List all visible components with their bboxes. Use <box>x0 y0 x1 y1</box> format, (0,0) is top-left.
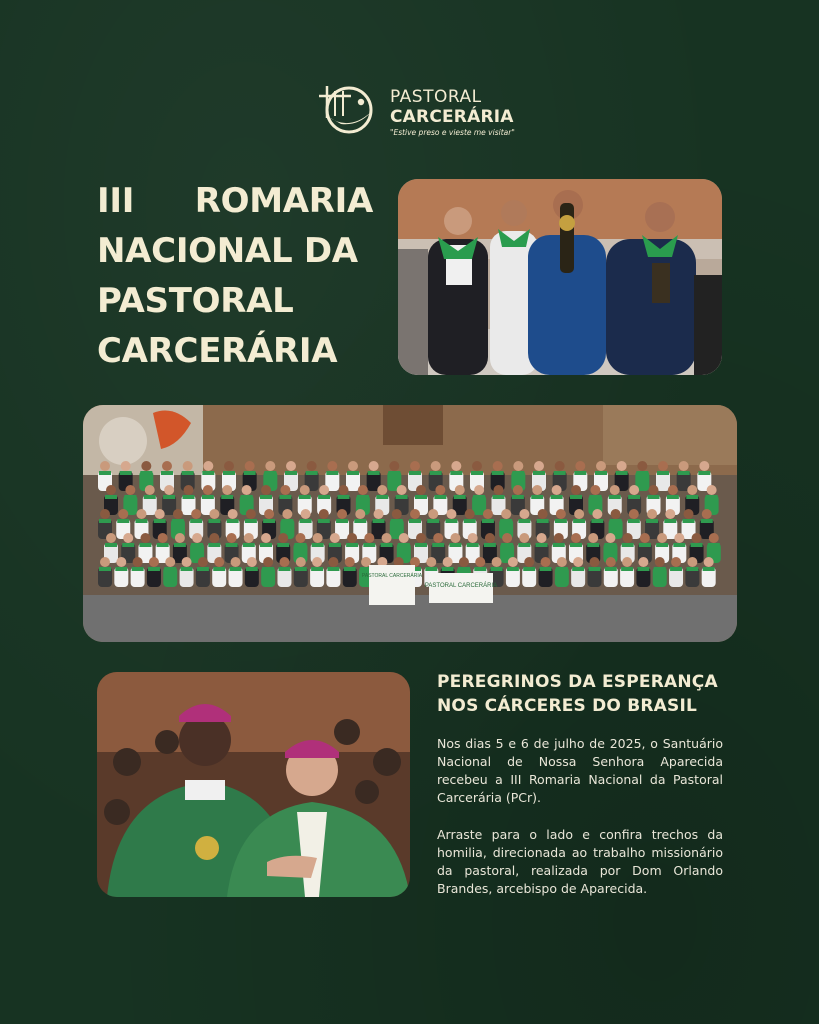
photo-group-pilgrims <box>83 405 737 642</box>
body-paragraph-1: Nos dias 5 e 6 de julho de 2025, o Santuário Nacional de Nossa Senhora Aparecida recebeu a III Romaria Nacional da Pastoral Carcerária (PCr). <box>437 736 723 805</box>
group-banner-right: PASTORAL CARCERÁRIA <box>424 583 498 589</box>
pastoral-carceraria-logo <box>313 82 513 140</box>
title-line-1 <box>97 176 373 226</box>
logo-text <box>390 88 515 137</box>
logo-name-line1: PASTORAL <box>390 87 482 107</box>
title-line-2: NACIONAL DA <box>97 231 358 271</box>
title-line-1-a: III <box>97 181 135 221</box>
section-subtitle <box>437 670 727 718</box>
title-line-1-b: ROMARIA <box>194 181 373 221</box>
title-line-4: CARCERÁRIA <box>97 331 338 371</box>
group-banner-left: PASTORAL CARCERÁRIA <box>361 573 423 579</box>
logo-tagline: "Estive preso e vieste me visitar" <box>390 128 515 137</box>
subtitle-line-1: PEREGRINOS DA ESPERANÇA <box>437 672 718 692</box>
subtitle-line-2: NOS CÁRCERES DO BRASIL <box>437 696 698 716</box>
body-paragraph-2: Arraste para o lado e confira trechos da homilia, direcionada ao trabalho missionário da pastoral, realizada por Dom Orlando Brandes, arcebispo de Aparecida. <box>437 827 723 896</box>
cross-and-boat-icon <box>313 82 379 138</box>
title-line-3: PASTORAL <box>97 281 294 321</box>
photo-bishops-mass <box>97 672 410 897</box>
logo-name-line2: CARCERÁRIA <box>390 107 514 127</box>
page-title <box>97 176 373 376</box>
photo-procession <box>398 179 722 375</box>
